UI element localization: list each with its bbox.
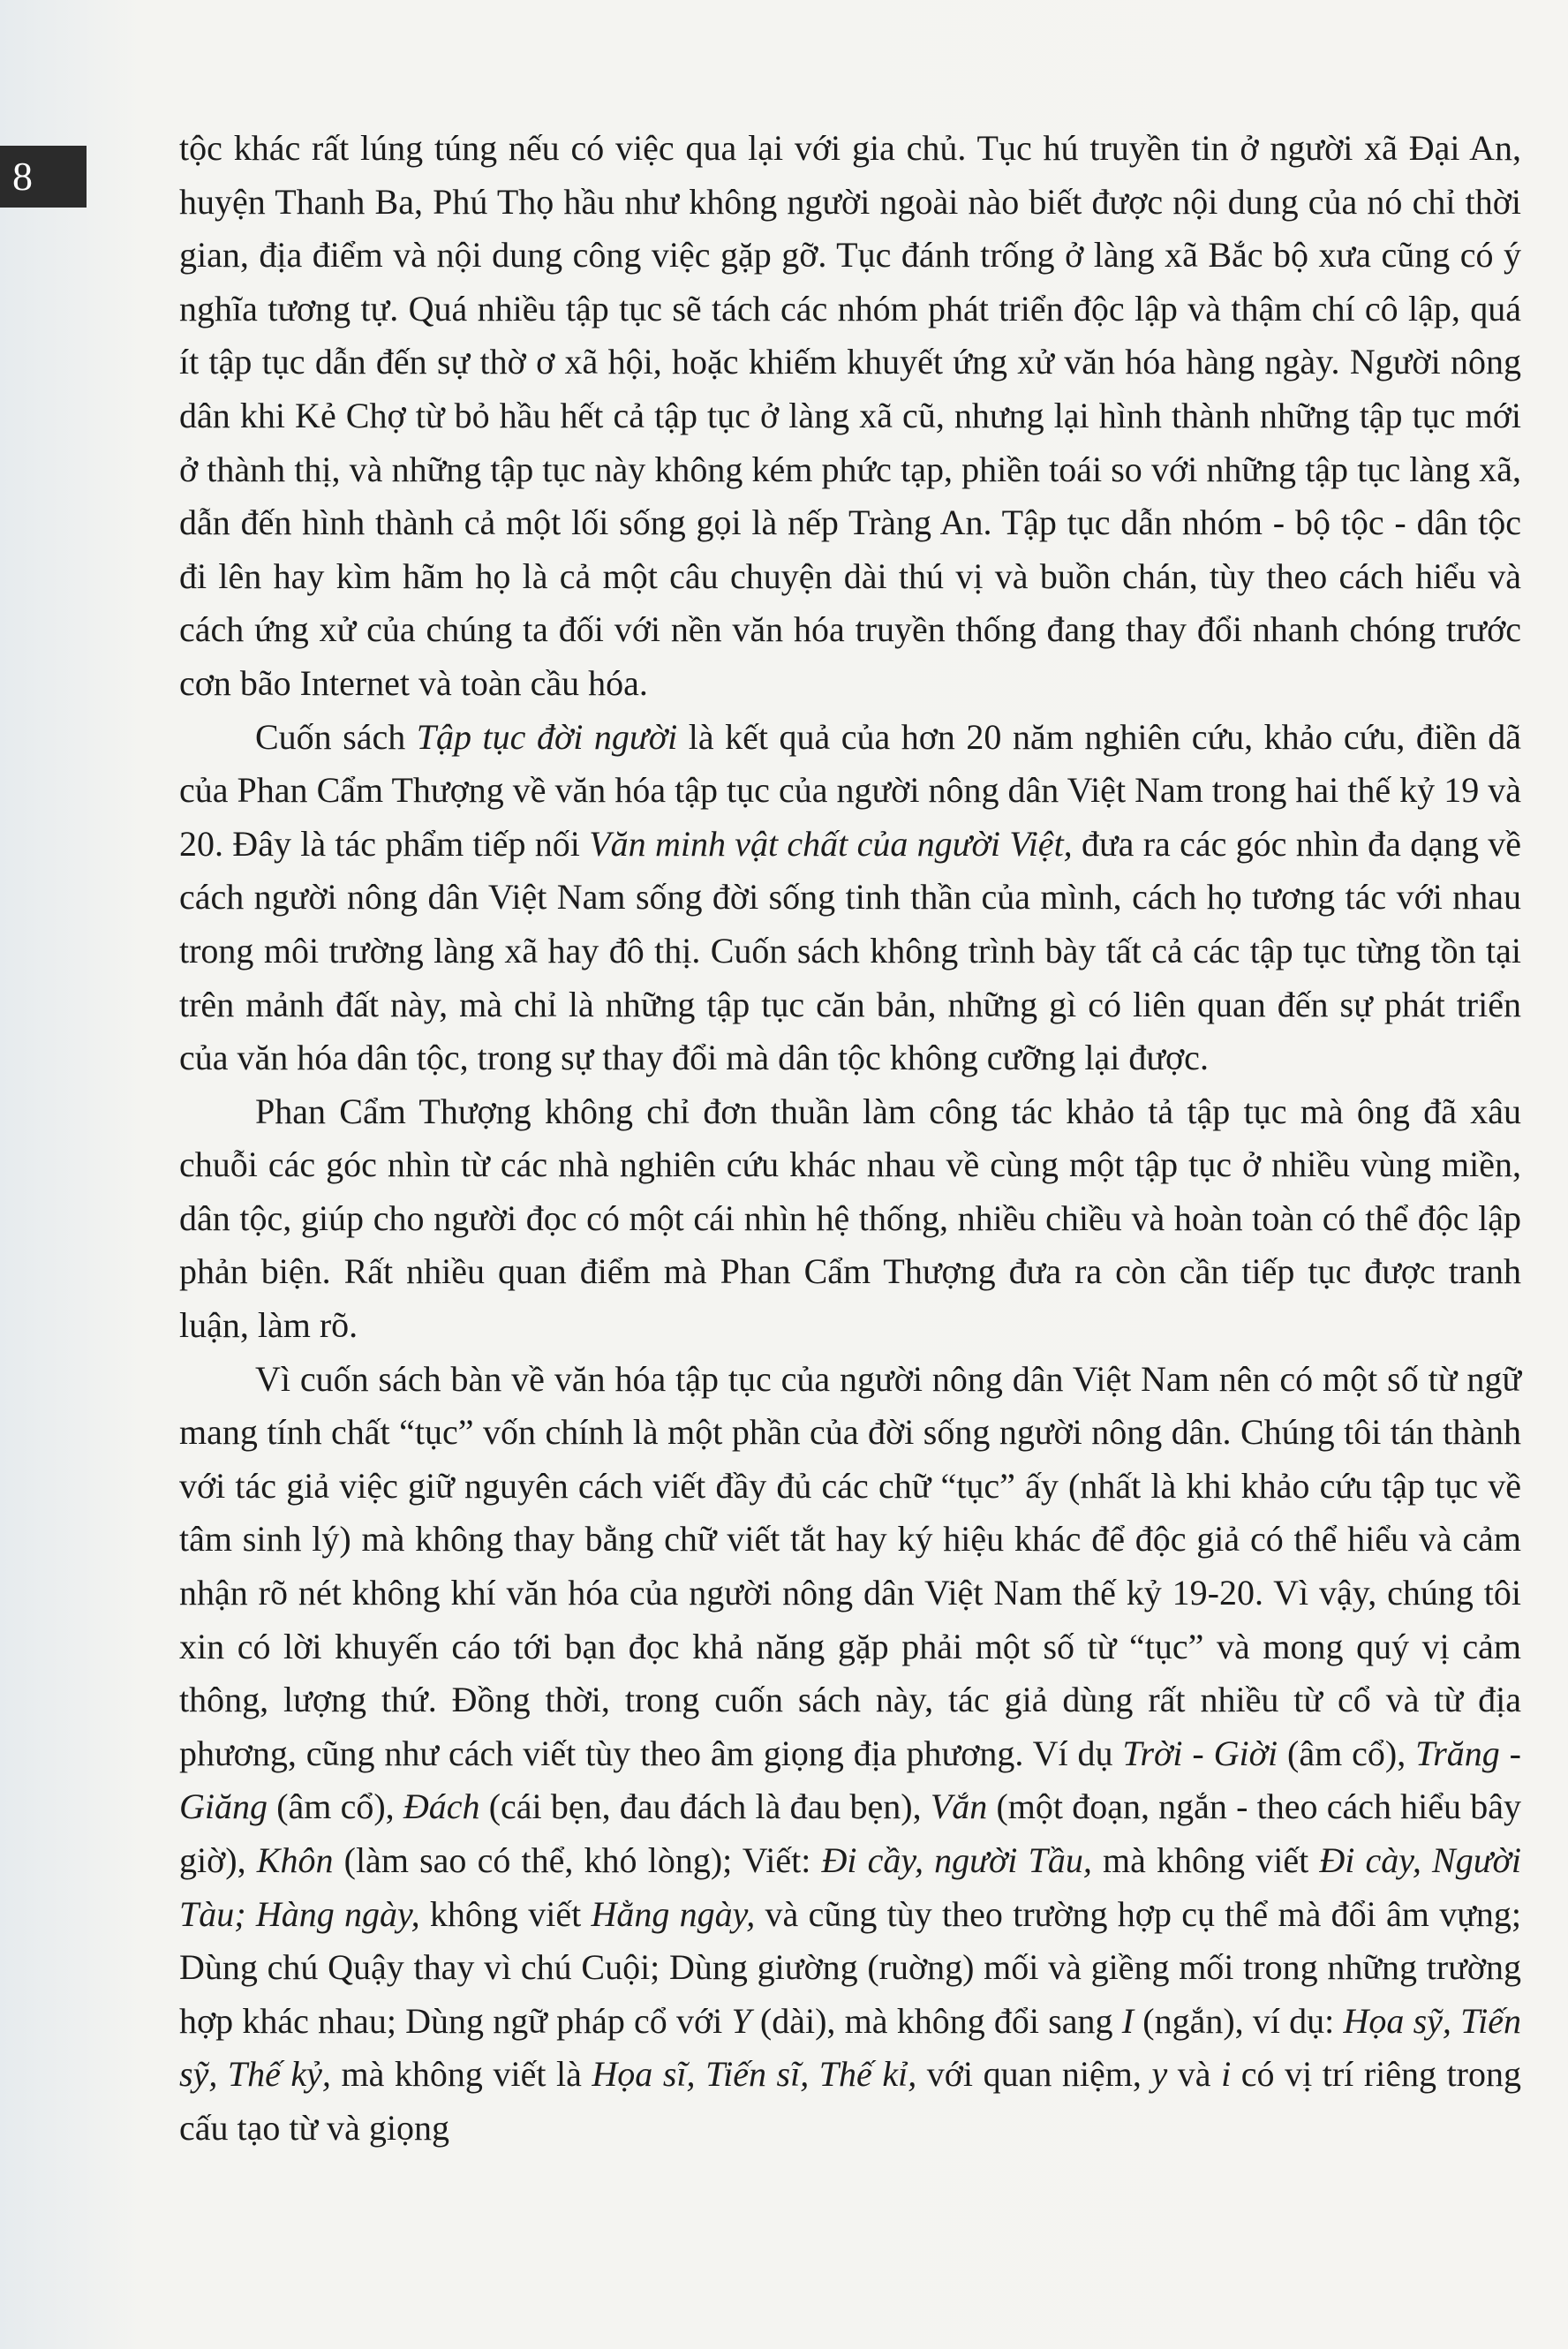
text-run: với quan niệm, [916,2054,1152,2095]
text-run: mà không viết là [330,2054,592,2095]
text-run: (làm sao có thể, khó lòng); Viết: [333,1840,822,1880]
paragraph [179,711,1521,1085]
text-run: (âm cổ), [1278,1733,1416,1773]
paragraph [179,1085,1521,1353]
text-run: (một đoạn, ngắn - theo cách hiểu bây giờ), [179,1786,1522,1880]
text-run: Phan Cẩm Thượng không chỉ đơn thuần làm công tác khảo tả tập tục mà ông đã xâu chuỗi các góc nhìn từ các nhà nghiên cứu khác nhau về cùng một tập tục ở nhiều vùng miền, dân tộc, giúp cho người đọc có một cái nhìn hệ thống, nhiều chiều và hoàn toàn có thể độc lập phản biện. Rất nhiều quan điểm mà Phan Cẩm Thượng đưa ra còn cần tiếp tục được tranh luận, làm rõ. [179,1091,1521,1346]
text-run: là kết quả của hơn 20 năm nghiên cứu, khảo cứu, điền dã của Phan Cẩm Thượng về văn hóa tập tục của người nông dân Việt Nam trong hai thế kỷ 19 và 20. Đây là tác phẩm tiếp nối [179,716,1522,864]
italic-text-run: Trăng - Giăng [179,1733,1522,1827]
text-run: có vị trí riêng trong cấu tạo từ và giọng [179,2054,1522,2148]
italic-text-run: Khôn [256,1840,334,1880]
text-run: (ngắn), ví dụ: [1134,2000,1344,2041]
italic-text-run: Trời - Giời [1122,1733,1278,1773]
text-run: và cũng tùy theo trường hợp cụ thể mà đổi âm vựng; Dùng chú Quậy thay vì chú Cuội; Dùng giường (ruờng) mối và giềng mối trong những trường hợp khác nhau; Dùng ngữ pháp cổ với [179,1893,1522,2041]
text-run: tộc khác rất lúng túng nếu có việc qua lại với gia chủ. Tục hú truyền tin ở người xã Đại An, huyện Thanh Ba, Phú Thọ hầu như không người ngoài nào biết được nội dung của nó chỉ thời gian, địa điểm và nội dung công việc gặp gỡ. Tục đánh trống ở làng xã Bắc bộ xưa cũng có ý nghĩa tương tự. Quá nhiều tập tục sẽ tách các nhóm phát triển độc lập và thậm chí cô lập, quá ít tập tục dẫn đến sự thờ ơ xã hội, hoặc khiếm khuyết ứng xử văn hóa hàng ngày. Người nông dân khi Kẻ Chợ từ bỏ hầu hết cả tập tục ở làng xã cũ, nhưng lại hình thành những tập tục mới ở thành thị, và những tập tục này không kém phức tạp, phiền toái so với những tập tục làng xã, dẫn đến hình thành cả một lối sống gọi là nếp Tràng An. Tập tục dẫn nhóm - bộ tộc - dân tộc đi lên hay kìm hãm họ là cả một câu chuyện dài thú vị và buồn chán, tùy theo cách hiểu và cách ứng xử của chúng ta đối với nền văn hóa truyền thống đang thay đổi nhanh chóng trước cơn bão Internet và toàn cầu hóa. [179,128,1521,703]
italic-text-run: I [1121,2000,1135,2041]
italic-text-run: Họa sĩ, Tiến sĩ, Thế kỉ, [592,2054,917,2095]
text-run: Vì cuốn sách bàn về văn hóa tập tục của người nông dân Việt Nam nên có một số từ ngữ mang tính chất “tục” vốn chính là một phần của đời sống người nông dân. Chúng tôi tán thành với tác giả việc giữ nguyên cách viết đầy đủ các chữ “tục” ấy (nhất là khi khảo cứu tập tục về tâm sinh lý) mà không thay bằng chữ viết tắt hay ký hiệu khác để độc giả có thể hiểu và cảm nhận rõ nét không khí văn hóa của người nông dân Việt Nam thế kỷ 19-20. Vì vậy, chúng tôi xin có lời khuyến cáo tới bạn đọc khả năng gặp phải một số từ “tục” và mong quý vị cảm thông, lượng thứ. Đồng thời, trong cuốn sách này, tác giả dùng rất nhiều từ cổ và từ địa phương, cũng như cách viết tùy theo âm giọng địa phương. Ví dụ [179,1358,1521,1773]
italic-text-run: Đi cầy, người Tầu, [821,1840,1092,1880]
italic-text-run: Đách [403,1786,480,1827]
body-text [179,122,1521,2156]
italic-text-run: Hằng ngày, [591,1893,756,1934]
paragraph [179,1353,1521,2156]
text-run: và [1167,2054,1222,2095]
text-run: Cuốn sách [255,716,417,757]
italic-text-run: Y [731,2000,751,2041]
text-run: mà không viết [1091,1840,1320,1880]
italic-text-run: Vắn [930,1786,988,1827]
italic-text-run: y [1151,2054,1168,2095]
italic-text-run: Đi cày, Người Tàu; Hàng ngày, [179,1840,1521,1934]
text-run: đưa ra các góc nhìn đa dạng về cách người nông dân Việt Nam sống đời sống tinh thần của mình, cách họ tương tác với nhau trong môi trường làng xã hay đô thị. Cuốn sách không trình bày tất cả các tập tục từng tồn tại trên mảnh đất này, mà chỉ là những tập tục căn bản, những gì có liên quan đến sự phát triển của văn hóa dân tộc, trong sự thay đổi mà dân tộc không cưỡng lại được. [179,823,1522,1078]
text-run: (dài), mà không đổi sang [750,2000,1122,2041]
paragraph [179,122,1521,711]
text-run: không viết [419,1893,592,1934]
italic-text-run: Tập tục đời người [416,716,678,757]
italic-text-run: i [1221,2054,1232,2095]
text-run: (cái bẹn, đau đách là đau bẹn), [479,1786,931,1827]
italic-text-run: Họa sỹ, Tiến sỹ, Thế kỷ, [179,2000,1521,2095]
italic-text-run: Văn minh vật chất của người Việt, [589,823,1073,864]
page-number: 8 [0,146,87,208]
text-run: (âm cổ), [268,1786,403,1827]
